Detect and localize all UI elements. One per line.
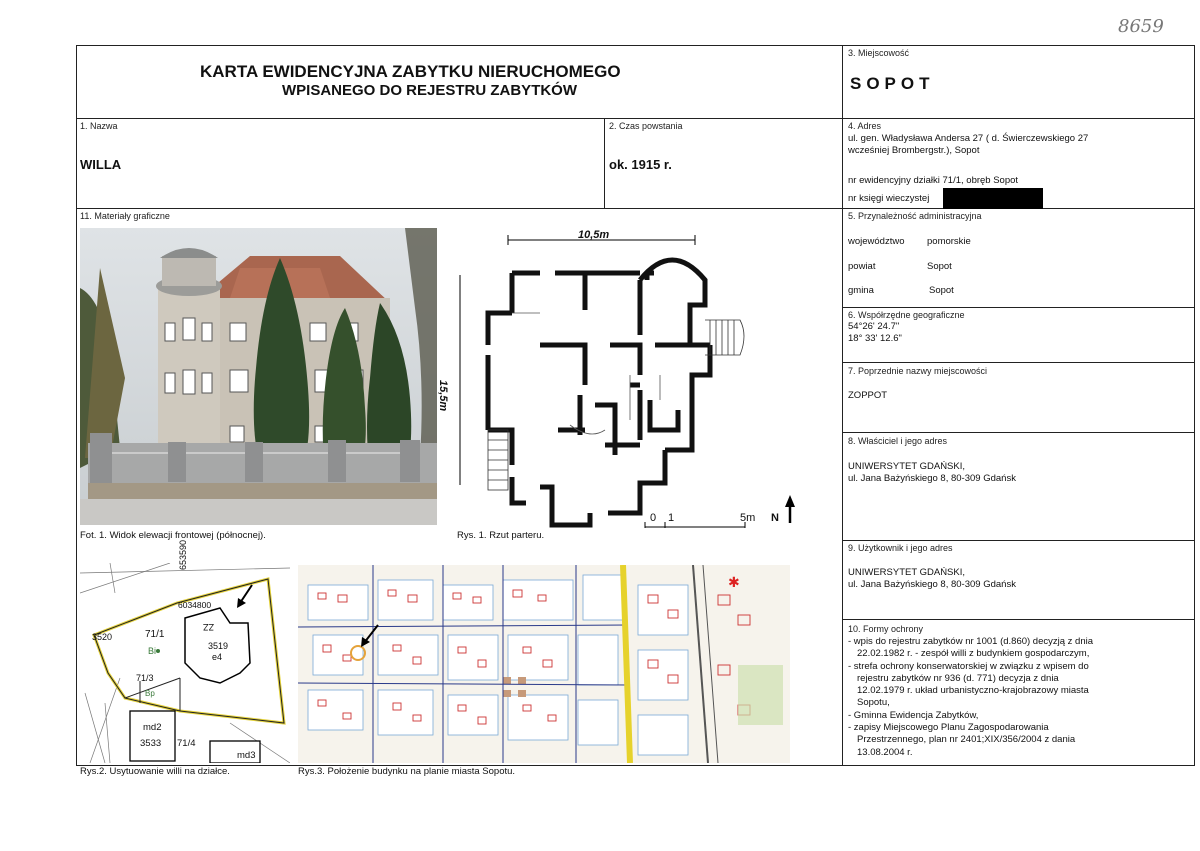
handwritten-number: 8659 xyxy=(1118,16,1164,37)
scale-zero: 0 xyxy=(650,512,657,524)
formy-line: - zapisy Miejscowego Planu Zagospodarowania xyxy=(848,722,1049,734)
powiat-value: Sopot xyxy=(927,261,952,272)
nazwa-label: 1. Nazwa xyxy=(80,121,118,131)
formy-line: Sopotu, xyxy=(857,697,890,709)
wspolrzedne-label: 6. Współrzędne geograficzne xyxy=(848,310,965,320)
uzytkownik-name: UNIWERSYTET GDAŃSKI, xyxy=(848,567,966,578)
building-number: 3519 xyxy=(208,641,229,651)
wlasciciel-name: UNIWERSYTET GDAŃSKI, xyxy=(848,461,966,472)
table-border-bottom xyxy=(76,765,1194,766)
cadastral-map xyxy=(80,563,290,763)
building-zz: ZZ xyxy=(203,622,214,632)
uzytkownik-label: 9. Użytkownik i jego adres xyxy=(848,543,953,553)
przynaleznosc-label: 5. Przynależność administracyjna xyxy=(848,211,982,221)
miejscowosc-value: SOPOT xyxy=(850,74,935,93)
building-code: e4 xyxy=(212,652,223,662)
divider xyxy=(842,362,1194,363)
floorplan-height: 15,5m xyxy=(437,380,449,412)
caption-fot1: Fot. 1. Widok elewacji frontowej (północnej). xyxy=(80,530,266,541)
divider xyxy=(842,619,1194,620)
materialy-label: 11. Materiały graficzne xyxy=(80,211,170,221)
latitude: 54°26' 24.7" xyxy=(848,321,900,332)
formy-line: - wpis do rejestru zabytków nr 1001 (d.860) decyzją z dnia xyxy=(848,636,1094,647)
parcel-main: 71/1 xyxy=(145,629,165,640)
building-md2: md2 xyxy=(143,722,162,733)
wojewodztwo-value: pomorskie xyxy=(927,236,971,247)
building-md3: md3 xyxy=(237,750,256,761)
floor-plan xyxy=(440,225,800,530)
wlasciciel-address: ul. Jana Bażyńskiego 8, 80-309 Gdańsk xyxy=(848,473,1016,484)
city-plan-map xyxy=(298,565,790,763)
formy-line: 12.02.1979 r. układ urbanistyczno-krajobrazowy miasta xyxy=(857,685,1089,697)
floorplan-width: 10,5m xyxy=(578,229,610,241)
parcel-bi: Bi xyxy=(148,646,157,656)
divider xyxy=(842,432,1194,433)
dzialka-number: nr ewidencyjny działki 71/1, obręb Sopot xyxy=(848,175,1019,186)
miejscowosc-label: 3. Miejscowość xyxy=(848,48,910,58)
formy-line: rejestru zabytków nr 936 (d. 771) decyzja z dnia xyxy=(857,672,1059,684)
poprzednie-value: ZOPPOT xyxy=(848,390,888,401)
nazwa-value: WILLA xyxy=(80,157,122,172)
caption-rys3: Rys.3. Położenie budynku na planie miasta Sopotu. xyxy=(298,766,516,777)
cadastral-num-3520: 3520 xyxy=(92,632,113,642)
redacted-block xyxy=(943,188,1043,209)
longitude: 18° 33' 12.6" xyxy=(848,333,902,344)
wlasciciel-label: 8. Właściciel i jego adres xyxy=(848,436,948,446)
parcel-714: 71/4 xyxy=(177,738,196,749)
poprzednie-label: 7. Poprzednie nazwy miejscowości xyxy=(848,366,988,376)
gmina-value: Sopot xyxy=(929,285,954,296)
villa-photo xyxy=(80,228,437,525)
divider xyxy=(76,208,842,209)
card-title-line1: KARTA EWIDENCYJNA ZABYTKU NIERUCHOMEGO xyxy=(200,62,621,81)
adres-label: 4. Adres xyxy=(848,121,882,131)
cadastral-coord-h: 6034800 xyxy=(178,600,212,610)
uzytkownik-address: ul. Jana Bażyńskiego 8, 80-309 Gdańsk xyxy=(848,579,1016,590)
caption-rys1: Rys. 1. Rzut parteru. xyxy=(457,530,545,541)
gmina-label: gmina xyxy=(848,285,874,296)
divider xyxy=(76,118,1194,119)
formy-line: 22.02.1982 r. - zespół willi z budynkiem gospodarczym, xyxy=(857,648,1090,660)
adres-line2: wcześniej Brombergstr.), Sopot xyxy=(848,145,980,156)
czas-label: 2. Czas powstania xyxy=(609,121,683,131)
table-border-left xyxy=(76,45,77,766)
column-divider xyxy=(604,118,605,208)
column-divider xyxy=(842,45,843,766)
formy-line: - Gminna Ewidencja Zabytków, xyxy=(848,709,979,721)
powiat-label: powiat xyxy=(848,261,876,272)
svg-text:✱: ✱ xyxy=(728,574,740,590)
formy-list xyxy=(848,636,1093,759)
scale-one: 1 xyxy=(668,512,675,524)
cadastral-coord-v: 653590 xyxy=(178,539,188,570)
divider xyxy=(842,540,1194,541)
building-3533: 3533 xyxy=(140,738,162,749)
adres-line1: ul. gen. Władysława Andersa 27 ( d. Świerczewskiego 27 xyxy=(848,133,1089,144)
north-label: N xyxy=(771,512,779,524)
formy-label: 10. Formy ochrony xyxy=(848,624,924,634)
table-border-right xyxy=(1194,45,1195,766)
scale-five: 5m xyxy=(740,512,756,524)
formy-line: Przestrzennego, plan nr 2401;XIX/356/2004 z dania xyxy=(857,734,1076,746)
formy-line: 13.08.2004 r. xyxy=(857,746,913,758)
czas-value: ok. 1915 r. xyxy=(609,157,672,172)
table-border-top xyxy=(76,45,1194,46)
formy-line: - strefa ochrony konserwatorskiej w związku z wpisem do xyxy=(848,660,1089,672)
parcel-bp: Bp xyxy=(145,689,155,698)
ksiega-label: nr księgi wieczystej xyxy=(848,193,930,204)
card-title-line2: WPISANEGO DO REJESTRU ZABYTKÓW xyxy=(282,82,578,99)
caption-rys2: Rys.2. Usytuowanie willi na działce. xyxy=(80,766,230,777)
divider xyxy=(842,307,1194,308)
parcel-713: 71/3 xyxy=(136,673,154,683)
wojewodztwo-label: województwo xyxy=(848,236,905,247)
